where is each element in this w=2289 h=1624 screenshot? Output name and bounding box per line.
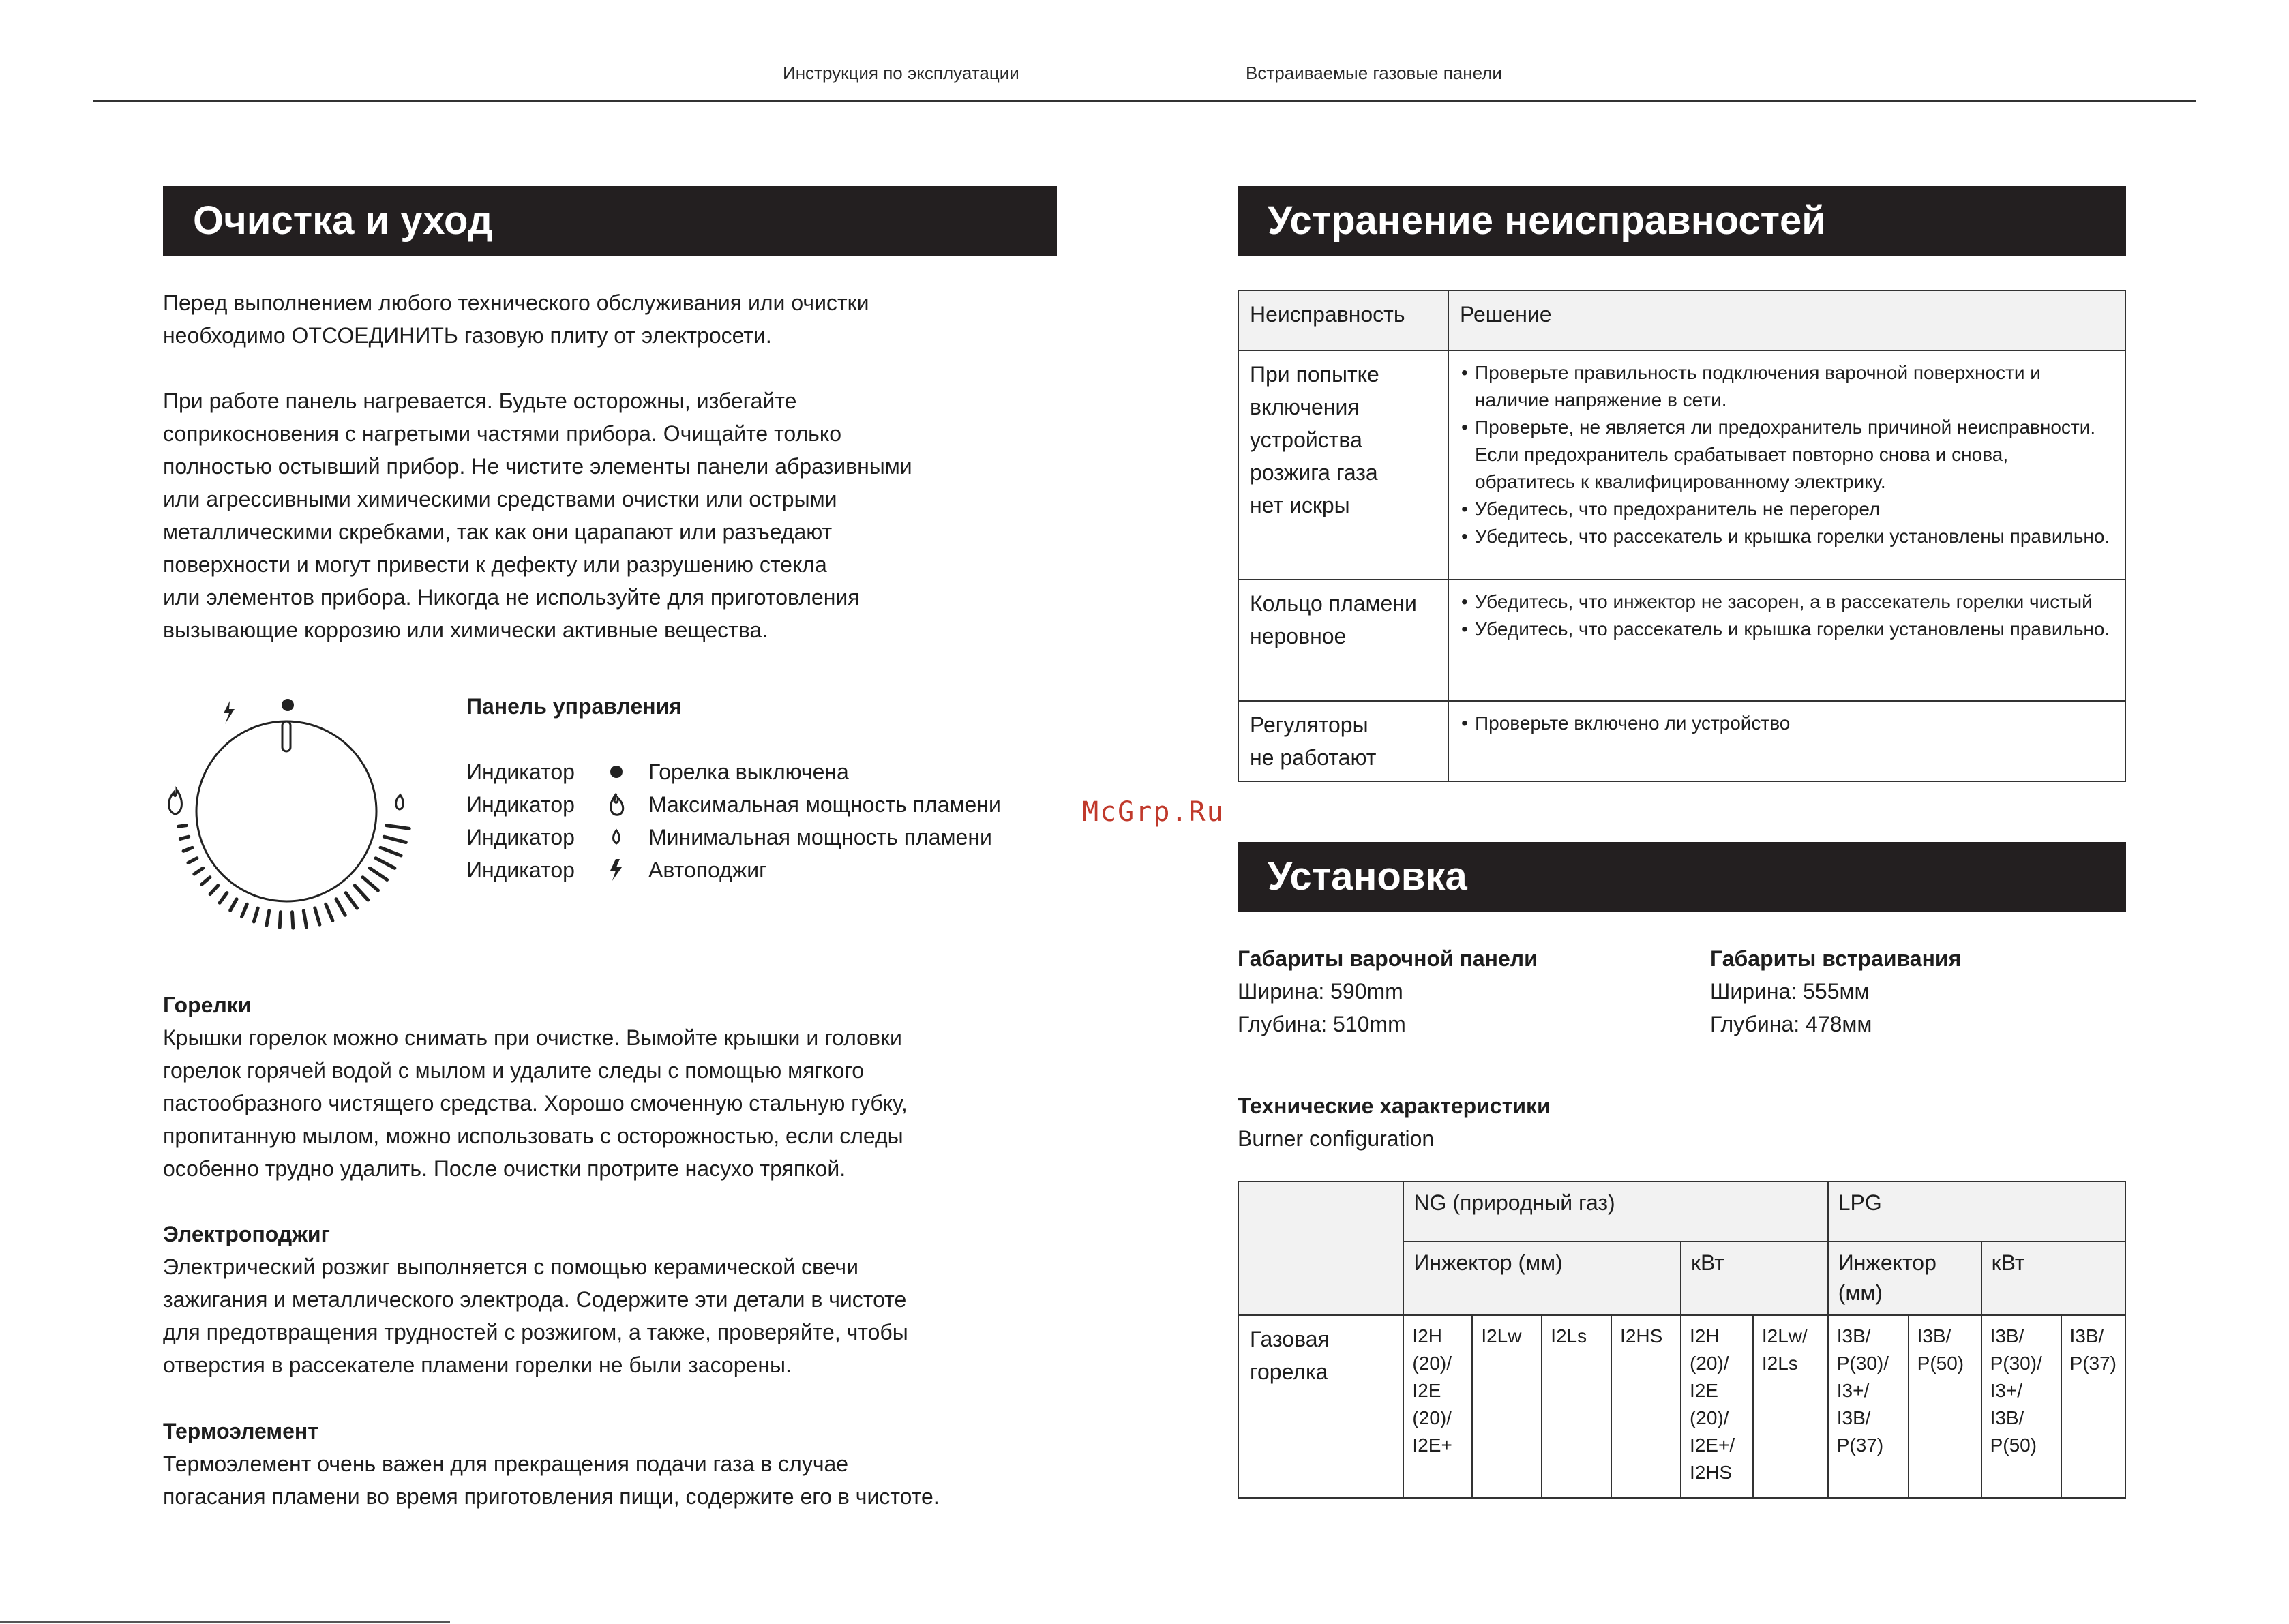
legend-text: Автоподжиг bbox=[648, 858, 767, 882]
legend-label: Индикатор bbox=[466, 825, 575, 849]
spark-position-icon bbox=[224, 701, 235, 724]
footer-line bbox=[0, 1621, 450, 1623]
burner-configuration-label: Burner configuration bbox=[1238, 1126, 1435, 1151]
text-line: для предотвращения трудностей с розжигом, а также, проверяйте, чтобы bbox=[163, 1320, 908, 1344]
knob-circle bbox=[196, 721, 376, 901]
legend-text: Горелка выключена bbox=[648, 760, 849, 784]
burner-spec-table bbox=[1238, 1181, 2126, 1499]
text-line: I2Lw bbox=[1481, 1325, 1522, 1347]
hob-dimensions bbox=[1238, 942, 1701, 1040]
table-cell bbox=[2061, 1315, 2125, 1498]
control-knob-diagram bbox=[153, 689, 419, 948]
text-line: не работают bbox=[1250, 745, 1377, 770]
solution-item: • Проверьте включено ли устройство bbox=[1460, 710, 2114, 737]
text-line: (20)/ bbox=[1689, 1407, 1729, 1428]
text-line: При работе панель нагревается. Будьте осторожны, избегайте bbox=[163, 389, 797, 413]
table-row bbox=[1238, 1315, 2125, 1498]
section-banner-cleaning: Очистка и уход bbox=[163, 186, 1057, 256]
text-line: I3B/ bbox=[1990, 1325, 2024, 1347]
scale-tick bbox=[384, 837, 406, 842]
solution-item: • Убедитесь, что рассекатель и крышка горелки установлены правильно. bbox=[1460, 523, 2114, 550]
text-line: I2E+/ bbox=[1689, 1434, 1735, 1456]
table-cell bbox=[1611, 1315, 1681, 1498]
off-position-dot-icon bbox=[282, 699, 294, 711]
scale-tick bbox=[179, 826, 187, 827]
text-line: или элементов прибора. Никогда не используйте для приготовления bbox=[163, 585, 860, 610]
scale-tick bbox=[376, 858, 395, 869]
text-line: I2Lw/ bbox=[1761, 1325, 1808, 1347]
scale-tick bbox=[210, 886, 218, 894]
table-row bbox=[1238, 701, 2125, 781]
text-line: горелок горячей водой с мылом и удалите следы с помощью мягкого bbox=[163, 1058, 865, 1083]
text-line: I3+/ bbox=[1836, 1380, 1870, 1401]
knob-pointer bbox=[282, 721, 290, 751]
table-cell bbox=[1403, 1315, 1472, 1498]
text-line: Термоэлемент очень важен для прекращения подачи газа в случае bbox=[163, 1452, 849, 1476]
text-line: Кольцо пламени bbox=[1250, 591, 1417, 616]
power-scale-ticks bbox=[179, 826, 410, 929]
text-line: Регуляторы bbox=[1250, 712, 1368, 737]
fault-cell bbox=[1238, 350, 1448, 580]
text-line: (мм) bbox=[1838, 1280, 1883, 1305]
text-line: I2E bbox=[1412, 1380, 1441, 1401]
lpg-injector-header bbox=[1828, 1242, 1981, 1315]
text-line: Газовая bbox=[1250, 1327, 1330, 1351]
empty-corner-cell bbox=[1238, 1182, 1403, 1315]
text-line: необходимо ОТСОЕДИНИТЬ газовую плиту от электросети. bbox=[163, 323, 772, 348]
text-line: устройства bbox=[1250, 427, 1362, 452]
lpg-kw-header: кВт bbox=[1981, 1242, 2125, 1315]
text-line: нет искры bbox=[1250, 493, 1350, 517]
scale-tick bbox=[363, 877, 378, 890]
max-flame-position-icon bbox=[169, 790, 182, 814]
text-line: I3B/ bbox=[1990, 1407, 2024, 1428]
solution-item: • Убедитесь, что инжектор не засорен, а в рассекатель горелки чистый bbox=[1460, 588, 2114, 616]
header-manual-title: Инструкция по эксплуатации bbox=[783, 63, 1019, 83]
hob-dimensions-heading: Габариты варочной панели bbox=[1238, 946, 1538, 971]
table-cell bbox=[1542, 1315, 1611, 1498]
specs-heading-block bbox=[1238, 1089, 2124, 1155]
burners-section bbox=[163, 989, 1063, 1185]
scale-tick bbox=[220, 893, 227, 903]
text-line: погасания пламени во время приготовления пищи, содержите его в чистоте. bbox=[163, 1484, 940, 1509]
text-line: I2HS bbox=[1689, 1462, 1733, 1483]
table-cell bbox=[1681, 1315, 1753, 1498]
text-line: При попытке bbox=[1250, 362, 1379, 387]
scale-tick bbox=[355, 886, 368, 900]
row-label-gas-burner bbox=[1238, 1315, 1403, 1498]
solution-item: • Убедитесь, что предохранитель не перегорел bbox=[1460, 496, 2114, 523]
text-line: P(30)/ bbox=[1990, 1353, 2042, 1374]
scale-tick bbox=[315, 908, 320, 924]
text-line: I3B/ bbox=[1836, 1325, 1871, 1347]
legend-label: Индикатор bbox=[466, 858, 575, 882]
text-line: I3B/ bbox=[2069, 1325, 2104, 1347]
ignition-heading: Электроподжиг bbox=[163, 1222, 330, 1246]
table-cell bbox=[1909, 1315, 1981, 1498]
hob-width: Ширина: 590mm bbox=[1238, 979, 1403, 1004]
ng-kw-header: кВт bbox=[1681, 1242, 1828, 1315]
text-line: I3B/ bbox=[1917, 1325, 1951, 1347]
text-line: I2H bbox=[1689, 1325, 1720, 1347]
text-line: зажигания и металлического электрода. Содержите эти детали в чистоте bbox=[163, 1287, 907, 1312]
solution-cell bbox=[1448, 580, 2125, 701]
fault-cell bbox=[1238, 701, 1448, 781]
cutout-dimensions bbox=[1710, 942, 2133, 1040]
text-line: неровное bbox=[1250, 624, 1347, 648]
text-line: вызывающие коррозию или химически активные вещества. bbox=[163, 618, 768, 642]
text-line: отверстия в рассекателе пламени горелки не были засорены. bbox=[163, 1353, 792, 1377]
watermark: McGrp.Ru bbox=[1082, 796, 1225, 828]
table-cell bbox=[1472, 1315, 1542, 1498]
section-banner-troubleshooting: Устранение неисправностей bbox=[1238, 186, 2126, 256]
cleaning-intro-1 bbox=[163, 286, 1063, 352]
text-line: соприкосновения с нагретыми частями прибора. Очищайте только bbox=[163, 421, 841, 446]
solution-item: • Проверьте правильность подключения варочной поверхности и наличие напряжение в сети. bbox=[1460, 359, 2114, 414]
cutout-depth: Глубина: 478мм bbox=[1710, 1012, 1872, 1036]
table-row bbox=[1238, 1182, 2125, 1242]
text-line: металлическими скребками, так как они царапают или разъедают bbox=[163, 520, 833, 544]
cutout-dimensions-heading: Габариты встраивания bbox=[1710, 946, 1962, 971]
text-line: (20)/ bbox=[1412, 1407, 1452, 1428]
scale-tick bbox=[194, 868, 203, 874]
text-line: Перед выполнением любого технического обслуживания или очистки bbox=[163, 290, 869, 315]
ng-injector-header: Инжектор (мм) bbox=[1403, 1242, 1681, 1315]
solution-item: • Проверьте, не является ли предохранитель причиной неисправности. Если предохранитель срабатывает повторно снова и снова, обратитесь к квалифицированному электрику. bbox=[1460, 414, 2114, 496]
text-line: (20)/ bbox=[1412, 1353, 1452, 1374]
scale-tick bbox=[267, 911, 269, 925]
cleaning-intro-2 bbox=[163, 385, 1063, 646]
text-line: I3+/ bbox=[1990, 1380, 2023, 1401]
text-line: P(37) bbox=[2069, 1353, 2116, 1374]
solution-item: • Убедитесь, что рассекатель и крышка горелки установлены правильно. bbox=[1460, 616, 2114, 643]
scale-tick bbox=[370, 868, 387, 879]
table-row bbox=[1238, 350, 2125, 580]
text-line: P(30)/ bbox=[1836, 1353, 1889, 1374]
text-line: розжига газа bbox=[1250, 460, 1378, 485]
scale-tick bbox=[241, 904, 247, 916]
text-line: I2E+ bbox=[1412, 1434, 1452, 1456]
solution-cell bbox=[1448, 701, 2125, 781]
scale-tick bbox=[336, 899, 345, 915]
legend-label: Индикатор bbox=[466, 792, 575, 817]
text-line: Крышки горелок можно снимать при очистке. Вымойте крышки и головки bbox=[163, 1025, 902, 1050]
hob-depth: Глубина: 510mm bbox=[1238, 1012, 1406, 1036]
cutout-width: Ширина: 555мм bbox=[1710, 979, 1870, 1004]
header-divider bbox=[93, 100, 2196, 102]
table-cell bbox=[1753, 1315, 1828, 1498]
table-cell bbox=[1828, 1315, 1909, 1498]
text-line: или агрессивными химическими средствами очистки или острыми bbox=[163, 487, 837, 511]
min-flame-position-icon bbox=[396, 795, 404, 809]
control-panel-title: Панель управления bbox=[466, 694, 682, 719]
text-line: P(37) bbox=[1836, 1434, 1884, 1456]
text-line: пастообразного чистящего средства. Хорошо смоченную стальную губку, bbox=[163, 1091, 908, 1115]
text-line: включения bbox=[1250, 395, 1360, 419]
col-header-solution: Решение bbox=[1448, 290, 2125, 350]
scale-tick bbox=[180, 837, 188, 839]
header-product-title: Встраиваемые газовые панели bbox=[1246, 63, 1502, 83]
text-line: I3B/ bbox=[1836, 1407, 1871, 1428]
fault-cell bbox=[1238, 580, 1448, 701]
scale-tick bbox=[188, 858, 197, 863]
text-line: пропитанную мылом, можно использовать с осторожностью, если следы bbox=[163, 1124, 903, 1148]
scale-tick bbox=[254, 908, 258, 922]
burners-heading: Горелки bbox=[163, 993, 252, 1017]
legend-label: Индикатор bbox=[466, 760, 575, 784]
text-line: Электрический розжиг выполняется с помощью керамической свечи bbox=[163, 1254, 858, 1279]
text-line: горелка bbox=[1250, 1359, 1328, 1384]
legend-text: Минимальная мощность пламени bbox=[648, 825, 992, 849]
scale-tick bbox=[346, 893, 357, 909]
text-line: P(50) bbox=[1917, 1353, 1964, 1374]
scale-tick bbox=[387, 826, 410, 829]
text-line: I2Ls bbox=[1761, 1353, 1798, 1374]
text-line: Инжектор bbox=[1838, 1250, 1936, 1275]
text-line: P(50) bbox=[1990, 1434, 2037, 1456]
table-header-row bbox=[1238, 290, 2125, 350]
thermo-heading: Термоэлемент bbox=[163, 1419, 318, 1443]
text-line: I2HS bbox=[1620, 1325, 1663, 1347]
scale-tick bbox=[292, 912, 293, 928]
text-line: I2H bbox=[1412, 1325, 1442, 1347]
legend-text: Максимальная мощность пламени bbox=[648, 792, 1001, 817]
col-header-fault: Неисправность bbox=[1238, 290, 1448, 350]
table-cell bbox=[1981, 1315, 2061, 1498]
scale-tick bbox=[380, 847, 401, 856]
spark-icon bbox=[606, 854, 627, 886]
thermo-section bbox=[163, 1415, 1063, 1513]
specs-heading: Технические характеристики bbox=[1238, 1094, 1551, 1118]
text-line: I2Ls bbox=[1551, 1325, 1587, 1347]
scale-tick bbox=[230, 899, 237, 911]
scale-tick bbox=[202, 877, 210, 885]
ignition-section bbox=[163, 1218, 1063, 1381]
dot-icon bbox=[606, 755, 627, 788]
text-line: поверхности и могут привести к дефекту или разрушению стекла bbox=[163, 552, 827, 577]
lpg-header: LPG bbox=[1828, 1182, 2125, 1242]
small-flame-icon bbox=[606, 821, 627, 854]
scale-tick bbox=[303, 911, 306, 927]
table-row bbox=[1238, 580, 2125, 701]
troubleshooting-table bbox=[1238, 290, 2126, 782]
scale-tick bbox=[183, 847, 192, 851]
ng-header: NG (природный газ) bbox=[1403, 1182, 1827, 1242]
text-line: полностью остывший прибор. Не чистите элементы панели абразивными bbox=[163, 454, 912, 479]
big-flame-icon bbox=[606, 788, 627, 821]
solution-cell bbox=[1448, 350, 2125, 580]
text-line: особенно трудно удалить. После очистки протрите насухо тряпкой. bbox=[163, 1156, 846, 1181]
text-line: I2E bbox=[1689, 1380, 1718, 1401]
text-line: (20)/ bbox=[1689, 1353, 1729, 1374]
scale-tick bbox=[326, 904, 333, 920]
section-banner-installation: Установка bbox=[1238, 842, 2126, 912]
